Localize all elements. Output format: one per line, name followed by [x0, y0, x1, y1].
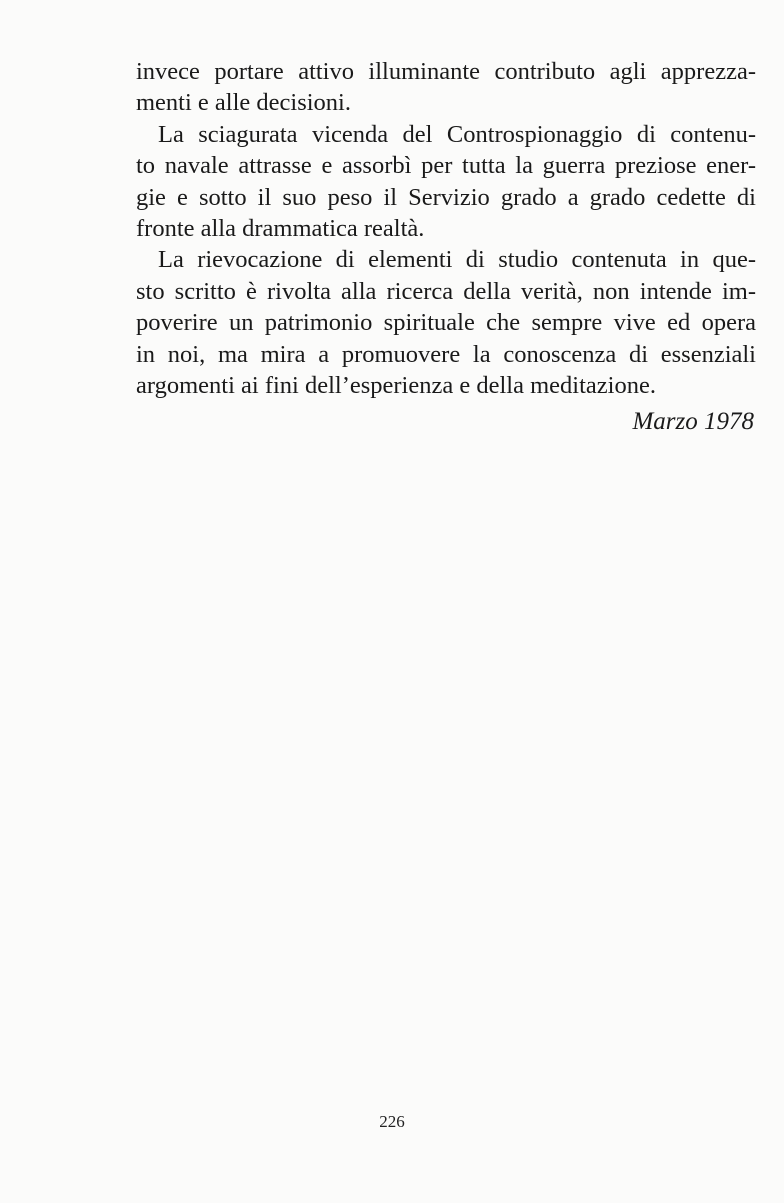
date-signature: Marzo 1978 [632, 408, 754, 435]
text-line: invece portare attivo illuminante contributo agli apprezza- [136, 58, 756, 85]
text-line: argomenti ai fini dell’esperienza e della meditazione. [136, 371, 656, 399]
text-line: La sciagurata vicenda del Controspionaggio di contenu- [158, 120, 756, 148]
page-number: 226 [379, 1112, 405, 1131]
text-line: sto scritto è rivolta alla ricerca della verità, non intende im- [136, 277, 756, 305]
text-line: fronte alla drammatica realtà. [136, 214, 425, 242]
text-line: in noi, ma mira a promuovere la conoscenza di essenziali [136, 340, 756, 368]
text-line: La rievocazione di elementi di studio contenuta in que- [158, 246, 756, 274]
text-line: to navale attrasse e assorbì per tutta la guerra preziose ener- [136, 152, 756, 180]
text-line: menti e alle decisioni. [136, 89, 351, 117]
text-line: poverire un patrimonio spirituale che sempre vive ed opera [136, 309, 756, 337]
text-line: gie e sotto il suo peso il Servizio grado a grado cedette di [136, 183, 756, 211]
body-text [136, 56, 756, 401]
